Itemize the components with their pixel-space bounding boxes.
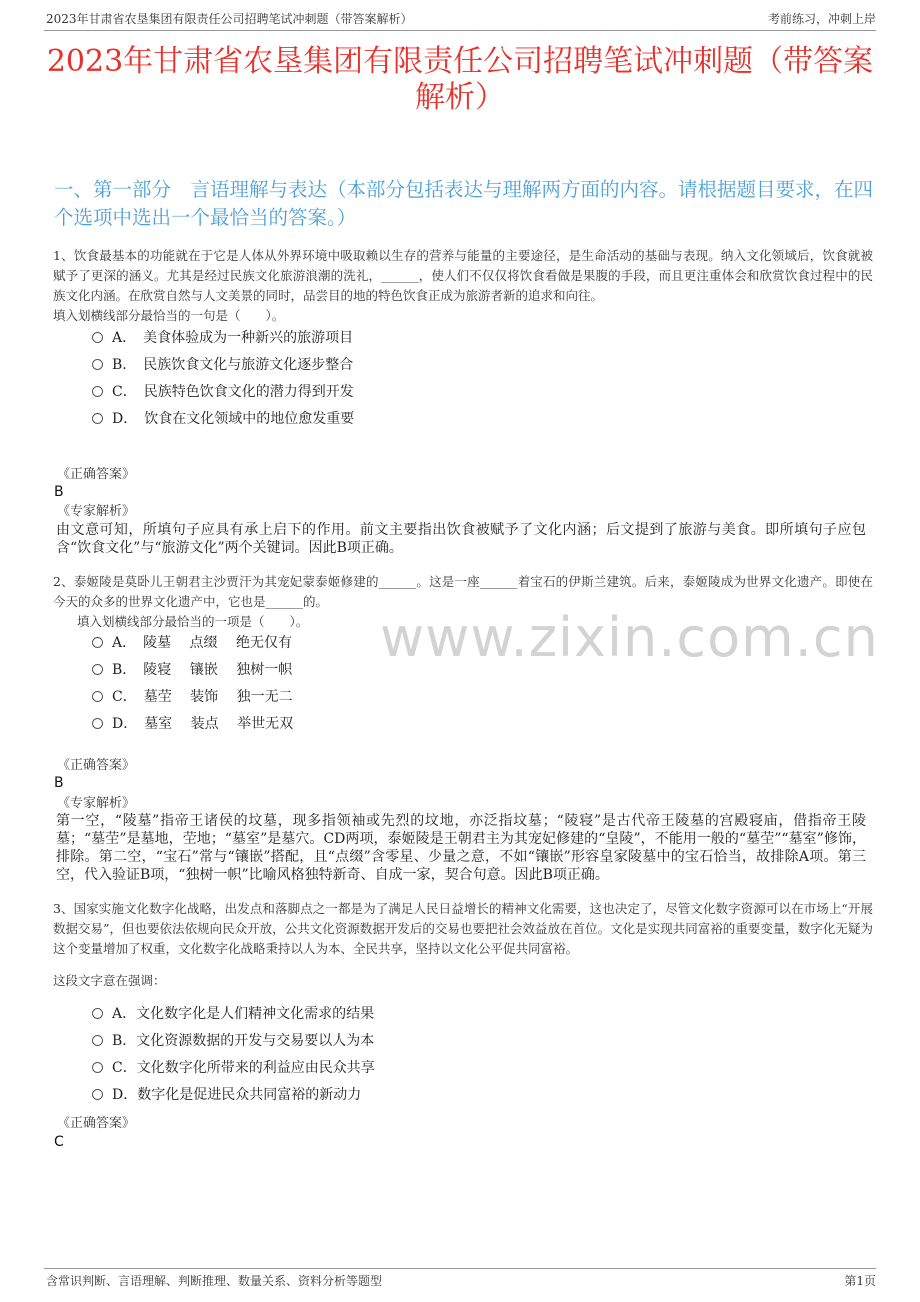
question-2-option-c[interactable]: [92, 687, 293, 707]
question-1-option-a[interactable]: [92, 328, 353, 348]
question-1-option-b[interactable]: [92, 355, 353, 375]
watermark: www.zixin.com.cn: [380, 606, 879, 669]
question-1-expert-heading: 《专家解析》: [57, 504, 136, 519]
option-label: A．文化数字化是人们精神文化需求的结果: [112, 1006, 375, 1022]
header-slogan: 考前练习，冲刺上岸: [767, 12, 876, 26]
option-label: B． 民族饮食文化与旅游文化逐步整合: [112, 357, 354, 373]
option-label: C．文化数字化所带来的利益应由民众共享: [112, 1060, 375, 1076]
question-1-option-d[interactable]: [92, 409, 354, 429]
question-2-answer: B: [54, 775, 64, 791]
question-1-explanation: 由文意可知，所填句子应具有承上启下的作用。前文主要指出饮食被赋予了文化内涵；后文提到了旅游与美食。即所填句子应包含“饮食文化”与“旅游文化”两个关键词。因此B项正确。: [56, 522, 866, 556]
question-2-option-d[interactable]: [92, 714, 293, 734]
page-number: 第1页: [844, 1274, 876, 1288]
question-3-prompt: 这段文字意在强调：: [53, 973, 166, 988]
question-1-prompt: 填入划横线部分最恰当的一句是（ ）。: [53, 308, 285, 323]
footer-question-types: 含常识判断、言语理解、判断推理、数量关系、资料分析等题型: [46, 1274, 383, 1288]
question-1-option-c[interactable]: [92, 382, 354, 402]
question-2-expert-heading: 《专家解析》: [57, 796, 136, 811]
question-2-option-a[interactable]: [92, 633, 292, 653]
header-document-title: 2023年甘肃省农垦集团有限责任公司招聘笔试冲刺题（带答案解析）: [46, 12, 413, 26]
question-2-text: 2、泰姬陵是莫卧儿王朝君主沙贾汗为其宠妃蒙泰姬修建的______。这是一座______着宝石的伊斯兰建筑。后来，泰姬陵成为世界文化遗产。即使在今天的众多的世界文化遗产中，它也是______的。: [53, 574, 873, 609]
option-label: A． 陵墓 点缀 绝无仅有: [112, 635, 293, 651]
radio-icon[interactable]: [92, 664, 103, 675]
question-2-answer-heading: 《正确答案》: [57, 758, 136, 773]
radio-icon[interactable]: [92, 1089, 103, 1100]
radio-icon[interactable]: [92, 637, 103, 648]
option-label: B． 陵寝 镶嵌 独树一帜: [112, 662, 293, 678]
radio-icon[interactable]: [92, 359, 103, 370]
option-label: D． 饮食在文化领域中的地位愈发重要: [112, 411, 355, 427]
question-3-option-b[interactable]: [92, 1031, 374, 1051]
page-title: 2023年甘肃省农垦集团有限责任公司招聘笔试冲刺题（带答案解析）: [46, 44, 874, 115]
section-heading: 一、第一部分 言语理解与表达（本部分包括表达与理解两方面的内容。请根据题目要求，在四个选项中选出一个最恰当的答案。）: [54, 178, 874, 229]
option-label: D． 墓室 装点 举世无双: [112, 716, 294, 732]
radio-icon[interactable]: [92, 386, 103, 397]
radio-icon[interactable]: [92, 413, 103, 424]
question-2-explanation: 第一空，“陵墓”指帝王诸侯的坟墓，现多指领袖或先烈的坟地，亦泛指坟墓；“陵寝”是古代帝王陵墓的宫殿寝庙，借指帝王陵墓；“墓茔”是墓地，茔地；“墓室”是墓穴。CD两项，泰姬陵是王朝君主为其宠妃修建的“皇陵”，不能用一般的“墓茔”“墓室”修饰，排除。第二空，“宝石”常与“镶嵌”搭配，且“点缀”含零星、少量之意，不如“镶嵌”形容皇家陵墓中的宝石恰当，故排除A项。第三空，代入验证B项，“独树一帜”比喻风格独特新奇、自成一家，契合句意。因此B项正确。: [56, 813, 866, 883]
question-3-text: 3、国家实施文化数字化战略，出发点和落脚点之一都是为了满足人民日益增长的精神文化需要，这也决定了，尽管文化数字资源可以在市场上“开展数据交易”，但也要依法依规向民众开放，公共文化资源数据开发后的交易也要把社会效益放在首位。文化是实现共同富裕的重要变量，数字化无疑为这个变量增加了权重，文化数字化战略秉持以人为本、全民共享，坚持以文化公平促共同富裕。: [53, 901, 873, 956]
option-label: C． 民族特色饮食文化的潜力得到开发: [112, 384, 354, 400]
option-label: D．数字化是促进民众共同富裕的新动力: [112, 1087, 362, 1103]
option-label: B．文化资源数据的开发与交易要以人为本: [112, 1033, 375, 1049]
radio-icon[interactable]: [92, 691, 103, 702]
question-1-answer: B: [54, 484, 64, 500]
question-3-option-a[interactable]: [92, 1004, 374, 1024]
radio-icon[interactable]: [92, 1035, 103, 1046]
question-3-answer-heading: 《正确答案》: [57, 1116, 136, 1131]
radio-icon[interactable]: [92, 1008, 103, 1019]
question-2-option-b[interactable]: [92, 660, 292, 680]
header-divider: [44, 30, 876, 31]
radio-icon[interactable]: [92, 332, 103, 343]
question-3-option-c[interactable]: [92, 1058, 375, 1078]
option-label: C． 墓茔 装饰 独一无二: [112, 689, 293, 705]
question-2-prompt: 填入划横线部分最恰当的一项是（ ）。: [77, 614, 309, 629]
footer-divider: [44, 1268, 876, 1269]
option-label: A． 美食体验成为一种新兴的旅游项目: [112, 330, 354, 346]
question-1-text: 1、饮食最基本的功能就在于它是人体从外界环境中吸取赖以生存的营养与能量的主要途径，是生命活动的基础与表现。纳入文化领域后，饮食就被赋予了更深的涵义。尤其是经过民族文化旅游浪潮的洗礼，______，使人们不仅仅将饮食看做是果腹的手段，而且更注重体会和欣赏饮食过程中的民族文化内涵。在欣赏自然与人文美景的同时，品尝目的地的特色饮食正成为旅游者新的追求和向往。: [53, 248, 873, 303]
radio-icon[interactable]: [92, 1062, 103, 1073]
radio-icon[interactable]: [92, 718, 103, 729]
question-3-answer: C: [54, 1134, 64, 1150]
question-3-option-d[interactable]: [92, 1085, 361, 1105]
question-1-answer-heading: 《正确答案》: [57, 467, 136, 482]
